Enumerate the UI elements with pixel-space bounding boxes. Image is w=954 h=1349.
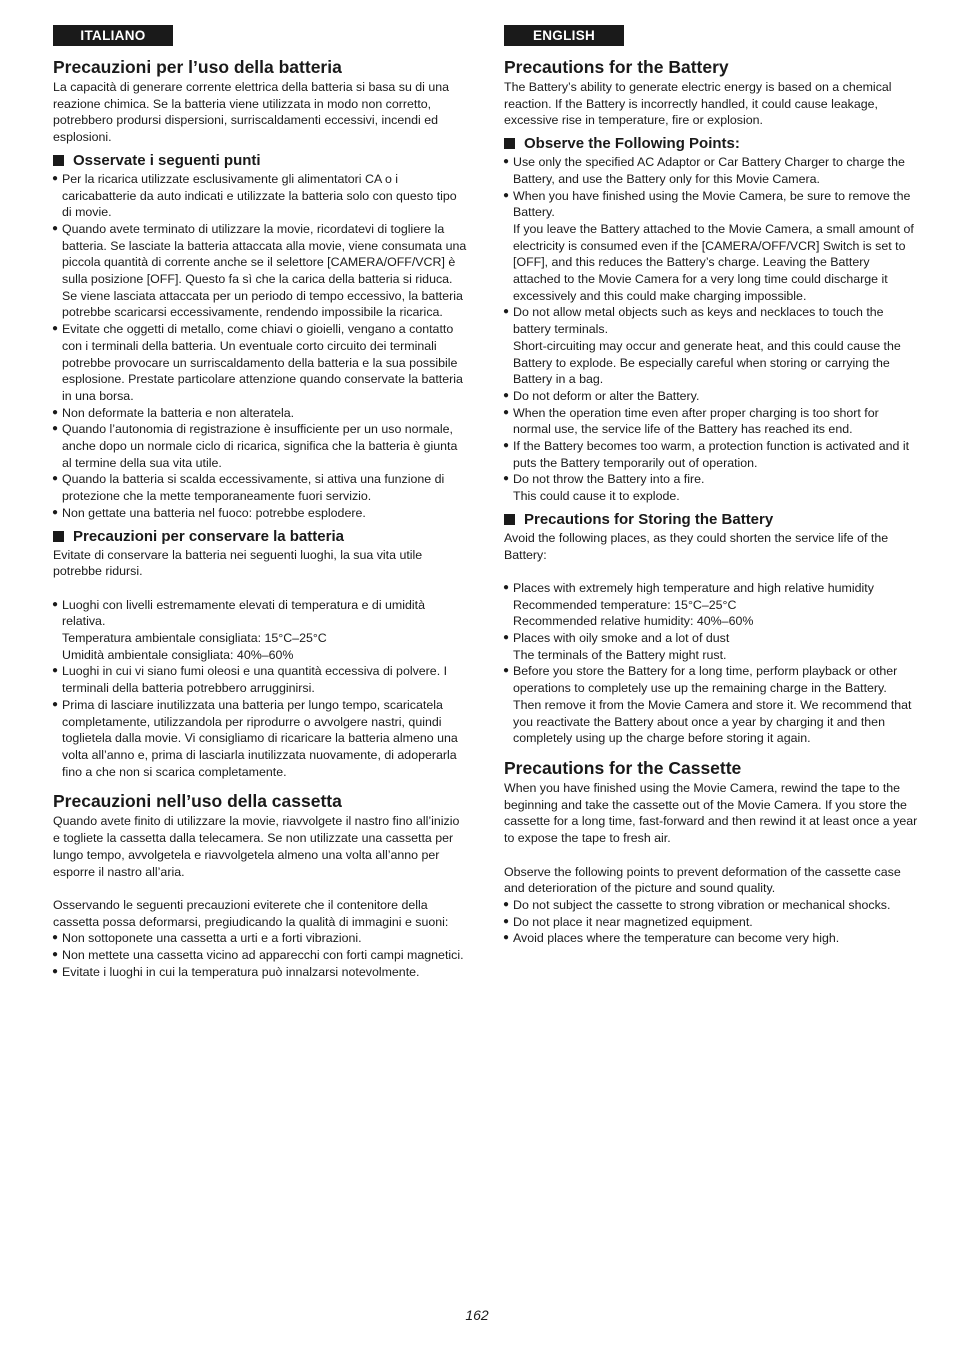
subsection-observe-points-en (504, 134, 918, 153)
bullet-icon: ● (503, 581, 510, 593)
subsection-label: Observe the Following Points: (524, 135, 740, 153)
storage-list-it (53, 597, 467, 781)
list-item (504, 405, 918, 438)
spacer (53, 880, 467, 897)
list-item-text: Quando avete terminato di utilizzare la movie, ricordatevi di togliere la batteria. Se lasciate la batteria attaccata alla movie, viene consumata una piccola quantità di corrente anche se il selettore [CAMERA/OFF/VCR] è sulla posizione [OFF]. Questo fa sì che la carica della batteria si riduca. Se viene lasciata attaccata per un periodo di tempo eccessivo, la batteria potrebbe scaricarsi eccessivamente, rendendo impossibile la ricarica. (62, 221, 467, 320)
bullet-icon: ● (52, 506, 59, 518)
list-item-text: Do not deform or alter the Battery. (513, 388, 700, 403)
list-item-text: Before you store the Battery for a long time, perform playback or other operations to completely use up the remaining charge in the Battery. Then remove it from the Movie Camera and store it. We recommend that you reactivate the Battery about once a year by charging it and then completely using up the charge before storing it again. (513, 664, 912, 746)
list-item (53, 505, 467, 522)
subsection-storage-en (504, 510, 918, 529)
storage-intro-en: Avoid the following places, as they could shorten the service life of the Battery: (504, 530, 889, 562)
subsection-label: Osservate i seguenti punti (73, 151, 261, 169)
list-item (53, 597, 467, 664)
battery-points-list-it (53, 171, 467, 522)
list-item-text: Do not throw the Battery into a fire. (513, 472, 705, 487)
english-column (504, 25, 918, 947)
bullet-icon: ● (503, 389, 510, 401)
bullet-icon: ● (503, 915, 510, 927)
bullet-icon: ● (503, 440, 510, 452)
list-item (53, 964, 467, 981)
bullet-icon: ● (503, 632, 510, 644)
list-item (53, 405, 467, 422)
list-item-text: When you have finished using the Movie Camera, be sure to remove the Battery. (513, 188, 911, 220)
cassette-intro2-en: Observe the following points to prevent deformation of the cassette case and deterioration of the picture and sound quality. (504, 864, 901, 896)
bullet-icon: ● (52, 423, 59, 435)
list-item (504, 663, 918, 747)
list-item (53, 663, 467, 696)
bullet-icon: ● (52, 406, 59, 418)
list-item (504, 897, 918, 914)
list-item-text: Places with extremely high temperature and high relative humidity (513, 580, 874, 595)
list-item (504, 154, 918, 187)
list-item-text: Avoid places where the temperature can become very high. (513, 931, 840, 946)
list-item (53, 171, 467, 221)
list-item-note: Recommended relative humidity: 40%–60% (513, 614, 754, 629)
list-item-text: Non sottoponete una cassetta a urti e a forti vibrazioni. (62, 931, 362, 946)
cassette-intro-it: Quando avete finito di utilizzare la movie, riavvolgete il nastro fino all’inizio e togliete la cassetta dalla telecamera. Se non utilizzate una cassetta per lungo tempo, avvolgetela e riavvolgetela almeno una volta all’anno per esporre il nastro all’aria. (53, 814, 460, 879)
section-title-cassette-en: Precautions for the Cassette (504, 758, 742, 778)
battery-intro-en: The Battery’s ability to generate electric energy is based on a chemical reaction. If the Battery is incorrectly handled, it could cause leakage, excessive rise in temperature, fire or explosion. (504, 80, 892, 128)
spacer (504, 847, 918, 864)
list-item (53, 221, 467, 321)
battery-points-list-en (504, 154, 918, 505)
bullet-icon: ● (503, 189, 510, 201)
subsection-storage-it (53, 527, 467, 546)
list-item-note: If you leave the Battery attached to the Movie Camera, a small amount of electricity is consumed even if the [CAMERA/OFF/VCR] Switch is set to [OFF], and this reduces the Battery’s charge. Leaving the Battery attached to the Movie Camera for a very long time could discharge it excessively and this could make charging impossible. (513, 221, 914, 303)
list-item-text: Use only the specified AC Adaptor or Car Battery Charger to charge the Battery, and use the Battery only for this Movie Camera. (513, 155, 905, 186)
list-item-text: Quando l’autonomia di registrazione è insufficiente per un uso normale, anche dopo un normale ciclo di ricarica, significa che la batteria è giunta al termine della sua vita utile. (62, 422, 458, 470)
list-item (53, 321, 467, 405)
page-number: 162 (465, 1307, 489, 1323)
list-item-text: Prima di lasciare inutilizzata una batteria per lungo tempo, scaricatela completamente, utilizzandola per riprodurre o avvolgere nastri, quindi toglietela dalla movie. Vi consigliamo di ricaricare la batteria almeno una volta all’anno e, prima di lasciarla inutilizzata nuovamente, di adoperarla fino a che non si scarica completamente. (62, 697, 458, 779)
list-item (53, 471, 467, 504)
square-bullet-icon (53, 531, 64, 542)
list-item (504, 438, 918, 471)
storage-intro-it: Evitate di conservare la batteria nei seguenti luoghi, la sua vita utile potrebbe ridursi. (53, 547, 423, 579)
cassette-list-en (504, 897, 918, 947)
bullet-icon: ● (52, 598, 59, 610)
bullet-icon: ● (52, 698, 59, 710)
list-item (504, 914, 918, 931)
subsection-label: Precautions for Storing the Battery (524, 510, 774, 528)
bullet-icon: ● (52, 665, 59, 677)
cassette-intro-en: When you have finished using the Movie Camera, rewind the tape to the beginning and take the cassette out of the Movie Camera. If you store the cassette for a long time, fast-forward and then rewind it at least once a year to expose the tape to fresh air. (504, 781, 918, 846)
italian-column (53, 25, 467, 980)
list-item-text: Evitate i luoghi in cui la temperatura può innalzarsi notevolmente. (62, 964, 420, 979)
square-bullet-icon (504, 138, 515, 149)
list-item-text: Do not place it near magnetized equipment. (513, 914, 753, 929)
bullet-icon: ● (503, 932, 510, 944)
bullet-icon: ● (52, 222, 59, 234)
list-item-text: Quando la batteria si scalda eccessivamente, si attiva una funzione di protezione che la mette temporaneamente fuori servizio. (62, 472, 445, 504)
list-item-text: Do not subject the cassette to strong vibration or mechanical shocks. (513, 897, 891, 912)
list-item (504, 630, 918, 663)
square-bullet-icon (53, 155, 64, 166)
bullet-icon: ● (52, 932, 59, 944)
list-item-note: This could cause it to explode. (513, 489, 680, 504)
language-tab-english: ENGLISH (504, 25, 624, 46)
list-item (504, 580, 918, 630)
list-item (504, 304, 918, 388)
spacer (504, 563, 918, 580)
list-item (504, 471, 918, 504)
list-item-text: Per la ricarica utilizzate esclusivamente gli alimentatori CA o i caricabatterie da auto indicati e utilizzate la batteria solo con questo tipo di movie. (62, 171, 457, 220)
bullet-icon: ● (503, 306, 510, 318)
list-item-text: Luoghi in cui vi siano fumi oleosi e una quantità eccessiva di polvere. I terminali della batteria potrebbero arrugginirsi. (62, 664, 448, 696)
cassette-list-it (53, 930, 467, 980)
list-item-text: Non mettete una cassetta vicino ad apparecchi con forti campi magnetici. (62, 948, 464, 963)
bullet-icon: ● (503, 406, 510, 418)
bullet-icon: ● (52, 949, 59, 961)
list-item-text: Non deformate la batteria e non alteratela. (62, 405, 295, 420)
list-item-note: Umidità ambientale consigliata: 40%–60% (62, 647, 294, 662)
bullet-icon: ● (503, 665, 510, 677)
bullet-icon: ● (52, 473, 59, 485)
bullet-icon: ● (52, 323, 59, 335)
list-item-text: Non gettate una batteria nel fuoco: potrebbe esplodere. (62, 505, 366, 520)
section-title-battery-it: Precauzioni per l’uso della batteria (53, 57, 342, 77)
list-item-text: Luoghi con livelli estremamente elevati di temperatura e di umidità relativa. (62, 597, 425, 629)
bullet-icon: ● (52, 172, 59, 184)
subsection-observe-points-it (53, 151, 467, 170)
list-item (53, 421, 467, 471)
bullet-icon: ● (503, 473, 510, 485)
list-item-text: If the Battery becomes too warm, a protection function is activated and it puts the Battery temporarily out of operation. (513, 439, 910, 470)
storage-list-en (504, 580, 918, 747)
spacer (53, 580, 467, 597)
cassette-intro2-it: Osservando le seguenti precauzioni eviterete che il contenitore della cassetta possa deformarsi, pregiudicando la qualità di immagini e suoni: (53, 897, 449, 929)
list-item-note: The terminals of the Battery might rust. (513, 647, 727, 662)
bullet-icon: ● (503, 898, 510, 910)
list-item (504, 930, 918, 947)
list-item (53, 947, 467, 964)
list-item (53, 697, 467, 781)
subsection-label: Precauzioni per conservare la batteria (73, 527, 344, 545)
list-item (504, 388, 918, 405)
list-item-note: Recommended temperature: 15°C–25°C (513, 597, 737, 612)
list-item-text: When the operation time even after proper charging is too short for normal use, the service life of the Battery has reached its end. (513, 405, 879, 437)
square-bullet-icon (504, 514, 515, 525)
bullet-icon: ● (52, 965, 59, 977)
list-item-note: Temperatura ambientale consigliata: 15°C–25°C (62, 631, 327, 646)
battery-intro-it: La capacità di generare corrente elettrica della batteria si basa su di una reazione chimica. Se la batteria viene utilizzata in modo non corretto, potrebbero prodursi dispersioni, surriscaldamenti eccessivi, incendi ed esplosioni. (53, 80, 450, 145)
section-title-battery-en: Precautions for the Battery (504, 57, 729, 77)
list-item-text: Do not allow metal objects such as keys and necklaces to touch the battery terminals. (513, 305, 884, 337)
language-tab-italiano: ITALIANO (53, 25, 173, 46)
list-item-text: Evitate che oggetti di metallo, come chiavi o gioielli, vengano a contatto con i terminali della batteria. Un eventuale corto circuito dei terminali potrebbe provocare un surriscaldamento della batteria e la sua possibile esplosione. Prestate particolare attenzione quando conservate la batteria in una borsa. (62, 322, 463, 403)
section-title-cassette-it: Precauzioni nell’uso della cassetta (53, 791, 342, 812)
list-item-note: Short-circuiting may occur and generate heat, and this could cause the Battery to explode. Be especially careful when storing or carrying the Battery in a bag. (513, 338, 901, 387)
list-item (53, 930, 467, 947)
list-item-text: Places with oily smoke and a lot of dust (513, 631, 730, 646)
list-item (504, 188, 918, 305)
bullet-icon: ● (503, 156, 510, 168)
